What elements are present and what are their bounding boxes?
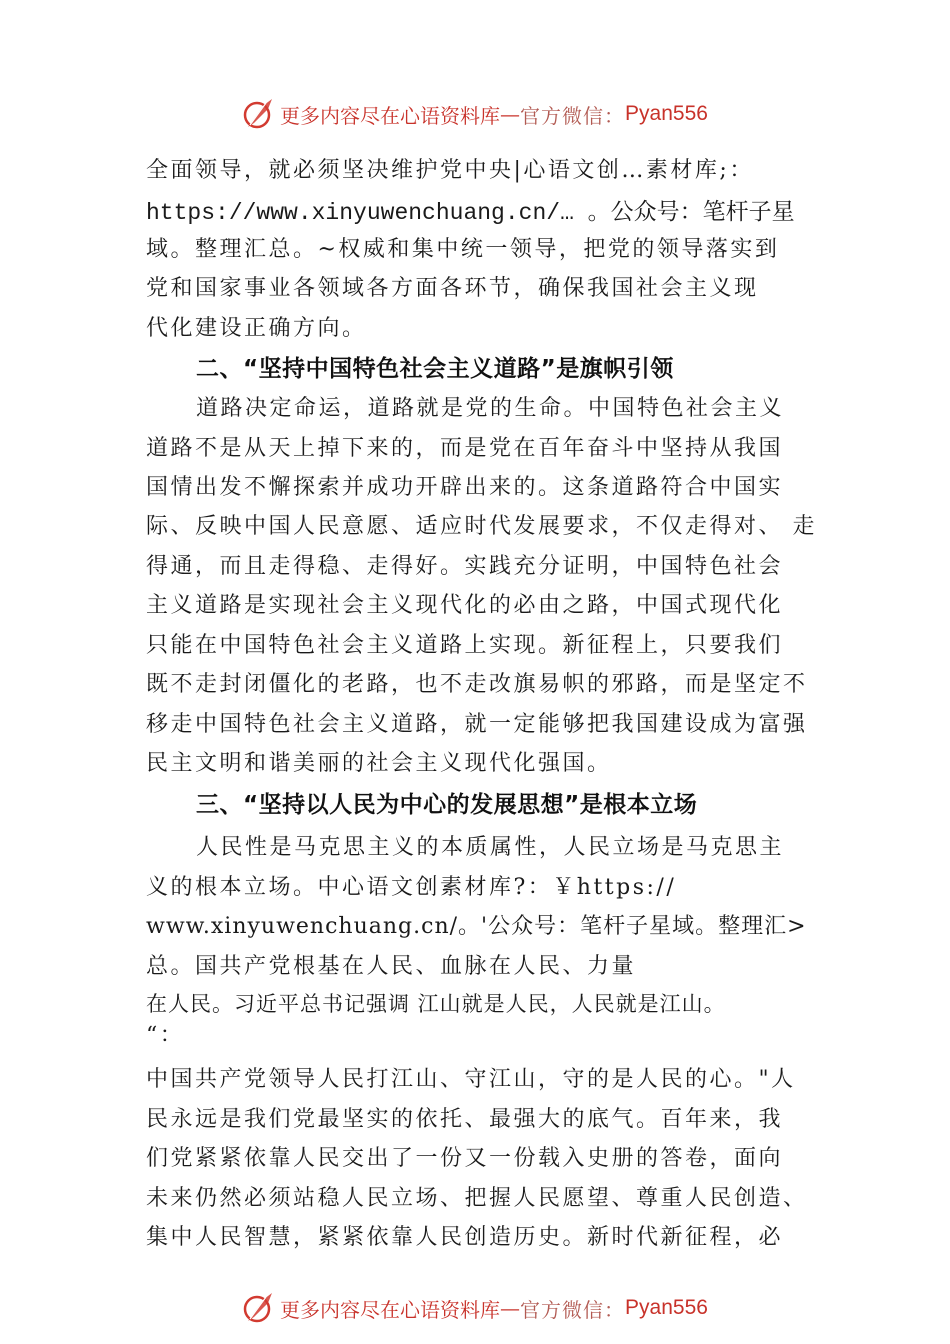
paragraph-line: www.xinyuwenchuang.cn/。'公众号：笔杆子星域。整理汇> (146, 914, 807, 939)
banner-dash: — (500, 102, 521, 126)
quill-logo-icon (242, 1291, 276, 1325)
wechat-account: Pyan556 (625, 102, 708, 125)
paragraph-line: 民永远是我们党最坚实的依托、最强大的底气。百年来，我 (146, 1107, 784, 1132)
quill-logo-icon (242, 97, 276, 131)
paragraph-line: 们党紧紧依靠人民交出了一份又一份载入史册的答卷，面向 (146, 1146, 784, 1171)
paragraph-line: “： (146, 1023, 185, 1048)
library-text: 更多内容尽在心语资料库 (280, 1297, 501, 1322)
paragraph-line: 域。整理汇总。~权威和集中统一领导，把党的领导落实到 (146, 237, 780, 262)
paragraph-line: 党和国家事业各领域各方面各环节，确保我国社会主义现 (146, 276, 759, 301)
paragraph-line: 全面领导，就必须坚决维护党中央|心语文创…素材库;： (146, 158, 754, 183)
wechat-account: Pyan556 (625, 1296, 708, 1319)
paragraph-line: 义的根本立场。中心语文创素材库?：￥https:// (146, 875, 677, 900)
footer-banner (0, 1288, 950, 1328)
paragraph-line: 既不走封闭僵化的老路，也不走改旗易帜的邪路，而是坚定不 (146, 672, 808, 697)
paragraph-line: 只能在中国特色社会主义道路上实现。新征程上，只要我们 (146, 633, 784, 658)
section-heading-2: 二、“坚持中国特色社会主义道路”是旗帜引领 (196, 356, 674, 382)
paragraph-line: 移走中国特色社会主义道路，就一定能够把我国建设成为富强 (146, 712, 808, 737)
paragraph-line: 得通，而且走得稳、走得好。实践充分证明，中国特色社会 (146, 554, 784, 579)
paragraph-line: https://www.xinyuwenchuang.cn/… 。公众号：笔杆子星 (146, 200, 795, 226)
section-heading-3: 三、“坚持以人民为中心的发展思想”是根本立场 (196, 792, 698, 818)
paragraph-line: 在人民。习近平总书记强调 江山就是人民，人民就是江山。 (146, 992, 726, 1016)
paragraph-line: 中国共产党领导人民打江山、守江山，守的是人民的心。"人 (146, 1067, 796, 1092)
wechat-label: 官方微信： (520, 103, 626, 128)
paragraph-line: 代化建设正确方向。 (146, 316, 367, 341)
paragraph-line: 际、反映中国人民意愿、适应时代发展要求，不仅走得对、 走 (146, 514, 817, 539)
library-text: 更多内容尽在心语资料库 (280, 103, 501, 128)
paragraph-line: 民主文明和谐美丽的社会主义现代化强国。 (146, 751, 612, 776)
paragraph-line: 主义道路是实现社会主义现代化的必由之路，中国式现代化 (146, 593, 784, 618)
wechat-label: 官方微信： (520, 1297, 626, 1322)
header-banner (0, 94, 950, 134)
banner-dash: — (500, 1296, 521, 1320)
paragraph-line: 未来仍然必须站稳人民立场、把握人民愿望、尊重人民创造、 (146, 1186, 808, 1211)
paragraph-line: 总。国共产党根基在人民、血脉在人民、力量 (146, 954, 637, 979)
paragraph-line: 道路决定命运，道路就是党的生命。中国特色社会主义 (196, 396, 785, 421)
paragraph-line: 道路不是从天上掉下来的，而是党在百年奋斗中坚持从我国 (146, 436, 784, 461)
paragraph-line: 人民性是马克思主义的本质属性，人民立场是马克思主 (196, 835, 785, 860)
paragraph-line: 集中人民智慧，紧紧依靠人民创造历史。新时代新征程，必 (146, 1225, 784, 1250)
paragraph-line: 国情出发不懈探索并成功开辟出来的。这条道路符合中国实 (146, 475, 784, 500)
